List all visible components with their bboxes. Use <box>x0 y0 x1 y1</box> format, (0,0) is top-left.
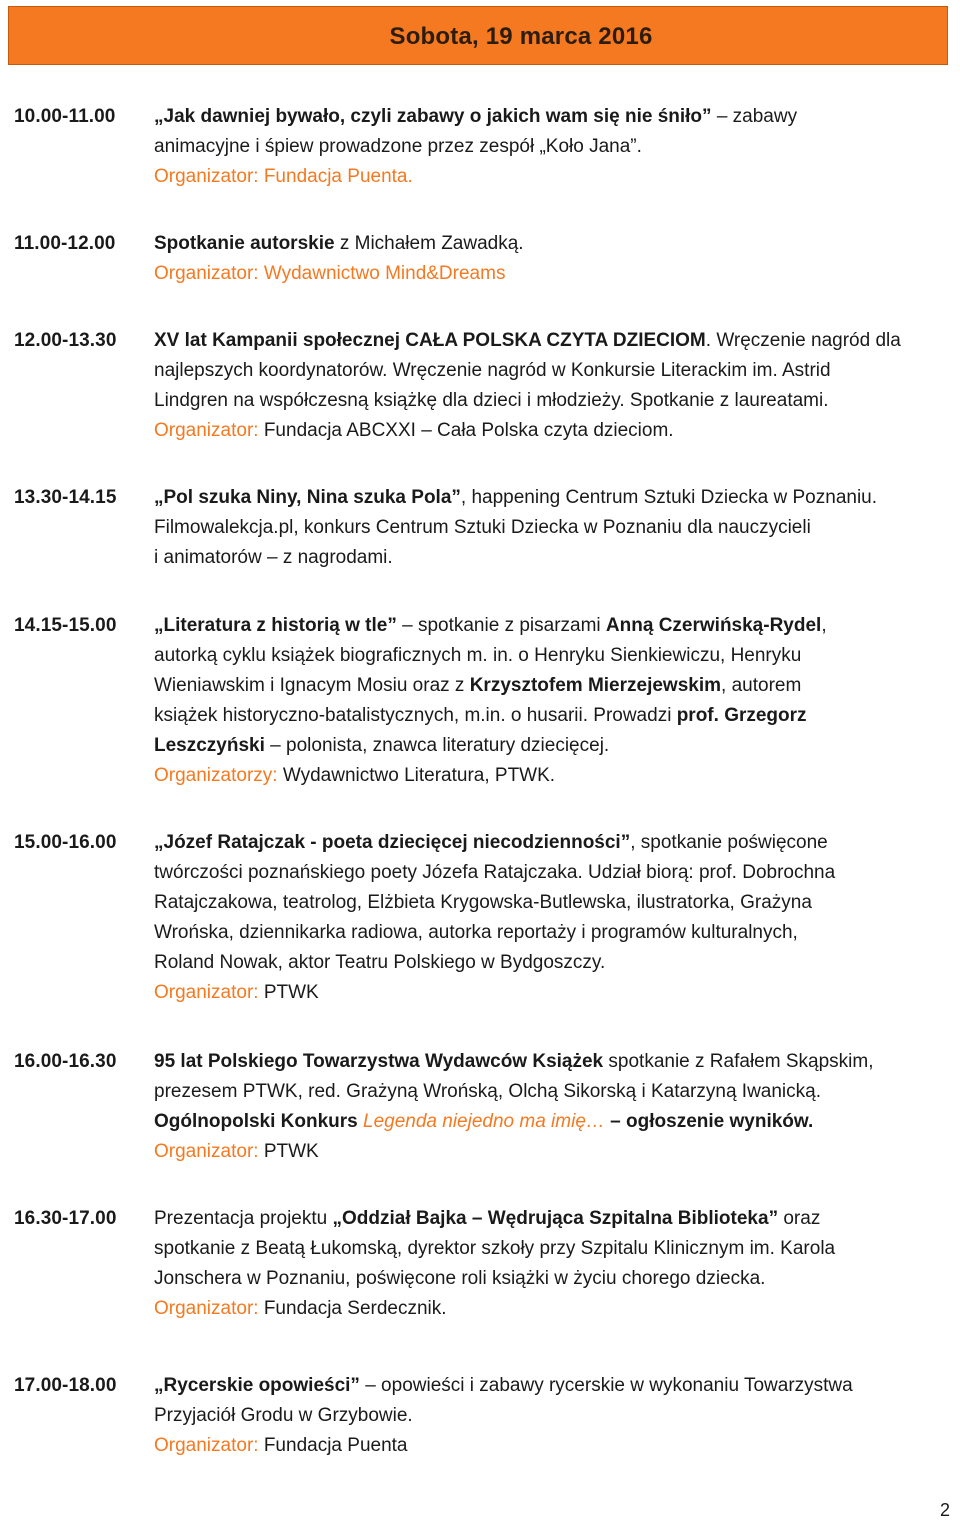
event-title: „Józef Ratajczak - poeta dziecięcej niecodzienności” <box>154 832 631 853</box>
event-description <box>154 102 954 192</box>
organizer-name: Wydawnictwo Mind&Dreams <box>258 263 506 284</box>
event-time: 14.15-15.00 <box>14 615 117 636</box>
event-time: 15.00-16.00 <box>14 832 117 853</box>
event-description <box>154 611 954 791</box>
event-text: Wieniawskim i Ignacym Mosiu oraz z <box>154 675 470 696</box>
organizer-name: Fundacja ABCXXI – Cała Polska czyta dzieciom. <box>258 420 674 441</box>
organizer-name: PTWK <box>258 1141 319 1162</box>
event-text: z Michałem Zawadką. <box>334 233 524 254</box>
event-description <box>154 326 954 446</box>
event-description <box>154 1204 954 1324</box>
organizer-label: Organizator: <box>154 1435 259 1456</box>
event-text: – opowieści i zabawy rycerskie w wykonaniu Towarzystwa <box>359 1375 853 1396</box>
event-text: , happening Centrum Sztuki Dziecka w Poznaniu. <box>460 487 878 508</box>
organizer-name: Fundacja Puenta <box>258 1435 408 1456</box>
event-time: 10.00-11.00 <box>14 106 116 127</box>
event-text: książek historyczno-batalistycznych, m.in. o husarii. Prowadzi <box>154 705 677 726</box>
event-text: Roland Nowak, aktor Teatru Polskiego w Bydgoszczy. <box>154 952 606 973</box>
event-title: 95 lat Polskiego Towarzystwa Wydawców Książek <box>154 1051 604 1072</box>
event-text: Lindgren na współczesną książkę dla dzieci i młodzieży. Spotkanie z laureatami. <box>154 390 829 411</box>
event-title: Spotkanie autorskie <box>154 233 335 254</box>
event-title: „Oddział Bajka – Wędrująca Szpitalna Biblioteka” <box>332 1208 779 1229</box>
event-text: – spotkanie z pisarzami <box>396 615 606 636</box>
event-text: Filmowalekcja.pl, konkurs Centrum Sztuki Dziecka w Poznaniu dla nauczycieli <box>154 517 811 538</box>
event-text: Ratajczakowa, teatrolog, Elżbieta Krygowska-Butlewska, ilustratorka, Grażyna <box>154 892 812 913</box>
guest-name: Krzysztofem Mierzejewskim <box>469 675 722 696</box>
event-text: oraz <box>778 1208 821 1229</box>
event-title: XV lat Kampanii społecznej CAŁA POLSKA CZYTA DZIECIOM <box>154 330 706 351</box>
event-text: najlepszych koordynatorów. Wręczenie nagród w Konkursie Literackim im. Astrid <box>154 360 831 381</box>
event-text: . Wręczenie nagród dla <box>705 330 901 351</box>
event-time: 12.00-13.30 <box>14 330 117 351</box>
event-description <box>154 483 954 573</box>
event-text: Przyjaciół Grodu w Grzybowie. <box>154 1405 413 1426</box>
event-description <box>154 1371 954 1461</box>
organizer-name: Wydawnictwo Literatura, PTWK. <box>277 765 556 786</box>
event-description <box>154 229 954 289</box>
page-title: Sobota, 19 marca 2016 <box>389 22 653 50</box>
organizer-name: Fundacja Serdecznik. <box>258 1298 447 1319</box>
event-description <box>154 828 954 1008</box>
event-title: „Literatura z historią w tle” <box>154 615 397 636</box>
organizer-label: Organizator: <box>154 982 259 1003</box>
event-text: Prezentacja projektu <box>154 1208 333 1229</box>
event-text: – ogłoszenie wyników. <box>604 1111 814 1132</box>
event-text: – polonista, znawca literatury dziecięcej. <box>264 735 610 756</box>
event-title: „Jak dawniej bywało, czyli zabawy o jakich wam się nie śniło” <box>154 106 712 127</box>
guest-name: Anną Czerwińską-Rydel <box>605 615 822 636</box>
event-text: spotkanie z Beatą Łukomską, dyrektor szkoły przy Szpitalu Klinicznym im. Karola <box>154 1238 836 1259</box>
event-text: prezesem PTWK, red. Grażyną Wrońską, Olchą Sikorską i Katarzyną Iwanicką. <box>154 1081 821 1102</box>
event-text: Ogólnopolski Konkurs <box>154 1111 364 1132</box>
organizer-name: PTWK <box>258 982 319 1003</box>
contest-name: Legenda niejedno ma imię… <box>363 1111 605 1132</box>
event-description <box>154 1047 954 1167</box>
organizer-label: Organizator: <box>154 1298 259 1319</box>
organizer-label: Organizator: <box>154 263 259 284</box>
event-text: , autorem <box>721 675 802 696</box>
page-number: 2 <box>939 1500 950 1520</box>
event-text: i animatorów – z nagrodami. <box>154 547 393 568</box>
event-title: „Pol szuka Niny, Nina szuka Pola” <box>154 487 461 508</box>
event-title: „Rycerskie opowieści” <box>154 1375 360 1396</box>
event-text: , <box>821 615 827 636</box>
organizer-name: Fundacja Puenta. <box>258 166 413 187</box>
event-time: 17.00-18.00 <box>14 1375 117 1396</box>
event-text: Wrońska, dziennikarka radiowa, autorka reportaży i programów kulturalnych, <box>154 922 798 943</box>
event-text: autorką cyklu książek biograficznych m. in. o Henryku Sienkiewiczu, Henryku <box>154 645 802 666</box>
event-time: 13.30-14.15 <box>14 487 117 508</box>
event-time: 11.00-12.00 <box>14 233 116 254</box>
event-text: twórczości poznańskiego poety Józefa Ratajczaka. Udział biorą: prof. Dobrochna <box>154 862 836 883</box>
event-time: 16.00-16.30 <box>14 1051 117 1072</box>
organizer-label: Organizator: <box>154 166 259 187</box>
organizer-label: Organizatorzy: <box>154 765 278 786</box>
event-text: Jonschera w Poznaniu, poświęcone roli książki w życiu chorego dziecka. <box>154 1268 766 1289</box>
event-time: 16.30-17.00 <box>14 1208 117 1229</box>
date-header <box>8 6 948 65</box>
event-text: , spotkanie poświęcone <box>630 832 828 853</box>
organizer-label: Organizator: <box>154 420 259 441</box>
guest-name: Leszczyński <box>154 735 265 756</box>
event-text: spotkanie z Rafałem Skąpskim, <box>603 1051 874 1072</box>
event-text: – zabawy <box>711 106 798 127</box>
organizer-label: Organizator: <box>154 1141 259 1162</box>
event-text: animacyjne i śpiew prowadzone przez zespół „Koło Jana”. <box>154 136 642 157</box>
guest-name: prof. Grzegorz <box>676 705 807 726</box>
